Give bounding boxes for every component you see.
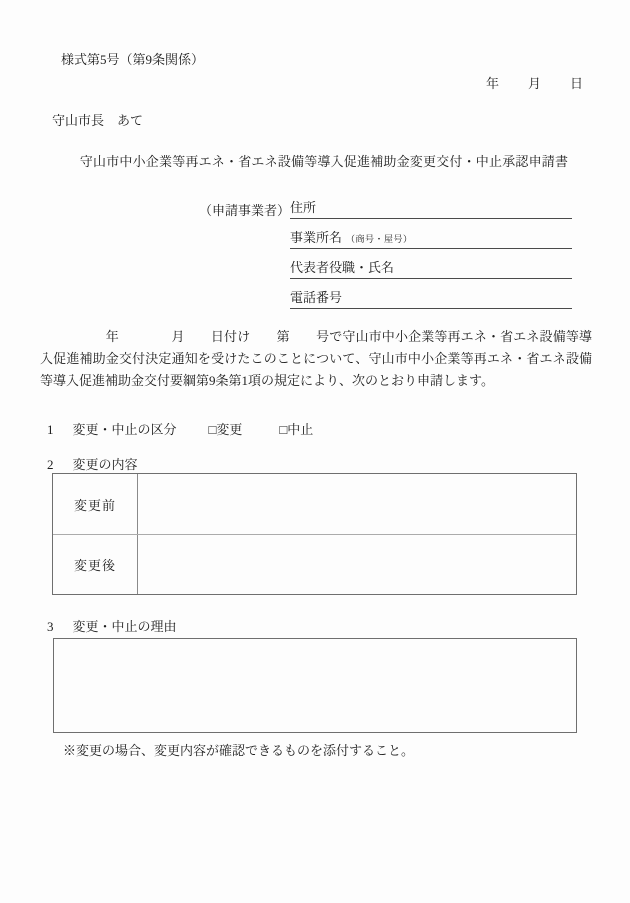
phone-input-area[interactable] bbox=[342, 279, 572, 306]
section-2-heading: 変更の内容 bbox=[72, 457, 138, 472]
business-name-field-row bbox=[290, 219, 572, 249]
business-name-field-label: 事業所名 bbox=[290, 230, 343, 245]
date-line: 年 月 日 bbox=[485, 76, 584, 91]
section-3-line bbox=[47, 616, 177, 635]
change-option-label: 変更 bbox=[216, 422, 243, 437]
applicant-prefix: （申請事業者） bbox=[199, 203, 291, 218]
change-checkbox-icon[interactable]: □ bbox=[208, 422, 217, 437]
after-change-label: 変更後 bbox=[53, 535, 138, 594]
section-1-number: 1 bbox=[47, 422, 54, 437]
address-field-label: 住所 bbox=[290, 200, 317, 215]
address-field-row bbox=[290, 189, 572, 219]
addressee: 守山市長 あて bbox=[52, 113, 144, 128]
representative-field-label: 代表者役職・氏名 bbox=[290, 260, 395, 275]
before-change-cell[interactable] bbox=[138, 474, 576, 534]
section-1-heading: 変更・中止の区分 bbox=[72, 422, 177, 437]
phone-field-row bbox=[290, 279, 572, 309]
change-option bbox=[209, 419, 243, 438]
section-2-number: 2 bbox=[47, 457, 54, 472]
applicant-fields bbox=[290, 189, 572, 309]
attachment-note: ※変更の場合、変更内容が確認できるものを添付すること。 bbox=[63, 743, 415, 758]
after-change-cell[interactable] bbox=[138, 535, 576, 594]
section-3-number: 3 bbox=[47, 619, 54, 634]
table-row bbox=[53, 535, 576, 594]
form-number: 様式第5号（第9条関係） bbox=[61, 52, 205, 67]
section-1-line bbox=[47, 419, 313, 438]
before-change-label: 変更前 bbox=[53, 474, 138, 534]
table-row bbox=[53, 474, 576, 535]
body-paragraph: 年 月 日付け 第 号で守山市中小企業等再エネ・省エネ設備等導入促進補助金交付決定通知を受けたこのことについて、守山市中小企業等再エネ・省エネ設備等導入促進補助金交付要綱第9条第1項の規定により、次のとおり申請します。 bbox=[40, 329, 592, 388]
change-content-table bbox=[52, 473, 577, 595]
reason-input-box[interactable] bbox=[53, 638, 577, 733]
business-name-field-sublabel: （商号・屋号） bbox=[346, 234, 413, 244]
document-title: 守山市中小企業等再エネ・省エネ設備等導入促進補助金変更交付・中止承認申請書 bbox=[79, 154, 569, 169]
phone-field-label: 電話番号 bbox=[290, 290, 343, 305]
cancel-option-label: 中止 bbox=[287, 422, 314, 437]
business-name-input-area[interactable] bbox=[413, 219, 572, 246]
cancel-checkbox-icon[interactable]: □ bbox=[279, 422, 288, 437]
cancel-option bbox=[279, 419, 313, 438]
section-3-heading: 変更・中止の理由 bbox=[72, 619, 177, 634]
section-2-line bbox=[47, 454, 138, 473]
representative-input-area[interactable] bbox=[394, 249, 572, 276]
representative-field-row bbox=[290, 249, 572, 279]
applicant-block bbox=[199, 189, 572, 309]
address-input-area[interactable] bbox=[316, 189, 572, 216]
